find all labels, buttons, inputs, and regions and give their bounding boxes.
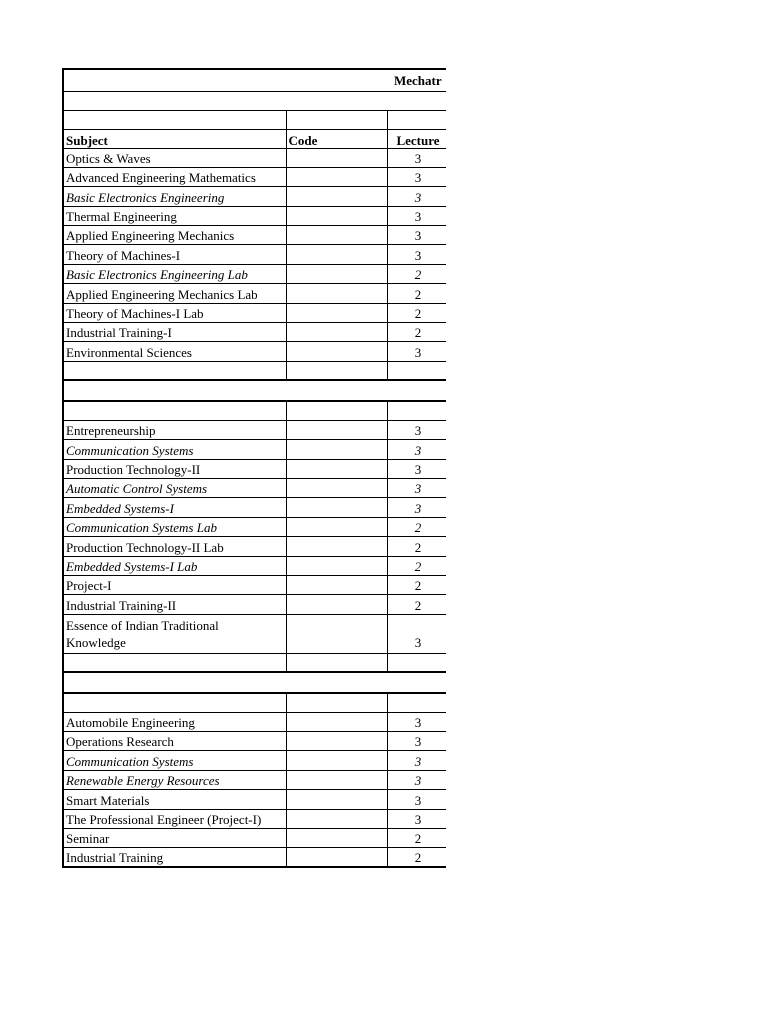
code-cell[interactable] (286, 517, 387, 536)
empty-row (63, 110, 446, 129)
lecture-cell[interactable]: 3 (387, 770, 446, 789)
cell[interactable] (286, 401, 387, 420)
table-row (63, 517, 446, 536)
blank-row (63, 91, 446, 110)
cell[interactable] (63, 693, 286, 712)
subject-cell[interactable]: Advanced Engineering Mathematics (63, 167, 286, 186)
code-cell[interactable] (286, 284, 387, 303)
subject-cell[interactable]: Automatic Control Systems (63, 478, 286, 497)
section-separator[interactable] (63, 672, 446, 693)
lecture-cell[interactable]: 3 (387, 167, 446, 186)
lecture-cell[interactable]: 2 (387, 284, 446, 303)
table-row (63, 537, 446, 556)
table-row (63, 226, 446, 245)
empty-row (63, 653, 446, 672)
table-row (63, 440, 446, 459)
header-code[interactable]: Code (286, 129, 387, 148)
cell[interactable] (387, 110, 446, 129)
subject-cell[interactable]: Project-I (63, 575, 286, 594)
lecture-cell[interactable]: 3 (387, 206, 446, 225)
lecture-cell[interactable]: 2 (387, 323, 446, 342)
cell[interactable] (387, 361, 446, 380)
table-row (63, 575, 446, 594)
header-row (63, 129, 446, 148)
table-row (63, 342, 446, 361)
table-row (63, 459, 446, 478)
cell[interactable] (286, 693, 387, 712)
table-row (63, 595, 446, 614)
code-cell[interactable] (286, 712, 387, 731)
lecture-cell[interactable]: 3 (387, 614, 446, 653)
code-cell[interactable] (286, 732, 387, 751)
table-row (63, 732, 446, 751)
subject-cell[interactable] (63, 614, 286, 653)
code-cell[interactable] (286, 459, 387, 478)
subject-cell[interactable]: Optics & Waves (63, 148, 286, 167)
code-cell[interactable] (286, 420, 387, 439)
lecture-cell[interactable]: 2 (387, 595, 446, 614)
subject-cell[interactable]: Thermal Engineering (63, 206, 286, 225)
subject-cell[interactable]: Applied Engineering Mechanics (63, 226, 286, 245)
code-cell[interactable] (286, 440, 387, 459)
subject-cell[interactable]: Production Technology-II Lab (63, 537, 286, 556)
cell[interactable] (63, 110, 286, 129)
subject-cell[interactable]: Industrial Training (63, 848, 286, 867)
subject-cell[interactable]: Theory of Machines-I (63, 245, 286, 264)
subject-cell[interactable]: Operations Research (63, 732, 286, 751)
code-cell[interactable] (286, 595, 387, 614)
table-row (63, 829, 446, 848)
table-row (63, 614, 446, 653)
table-row (63, 167, 446, 186)
code-cell[interactable] (286, 206, 387, 225)
subject-line: Essence of Indian Traditional (66, 617, 219, 633)
code-cell[interactable] (286, 264, 387, 283)
empty-row (63, 401, 446, 420)
table-row (63, 303, 446, 322)
title-cell[interactable] (63, 69, 446, 91)
cell[interactable] (387, 693, 446, 712)
code-cell[interactable] (286, 829, 387, 848)
code-cell[interactable] (286, 303, 387, 322)
subject-cell[interactable]: Industrial Training-II (63, 595, 286, 614)
subject-cell[interactable]: Smart Materials (63, 790, 286, 809)
code-cell[interactable] (286, 226, 387, 245)
code-cell[interactable] (286, 537, 387, 556)
table-row (63, 770, 446, 789)
code-cell[interactable] (286, 167, 387, 186)
table-row (63, 556, 446, 575)
lecture-cell[interactable]: 3 (387, 751, 446, 770)
table-row (63, 206, 446, 225)
header-subject[interactable]: Subject (63, 129, 286, 148)
table-row (63, 790, 446, 809)
subject-cell[interactable]: Applied Engineering Mechanics Lab (63, 284, 286, 303)
table-row (63, 498, 446, 517)
code-cell[interactable] (286, 323, 387, 342)
subject-cell[interactable]: Industrial Training-I (63, 323, 286, 342)
cell[interactable] (387, 401, 446, 420)
subject-cell[interactable]: Basic Electronics Engineering (63, 187, 286, 206)
subject-cell[interactable]: Production Technology-II (63, 459, 286, 478)
code-cell[interactable] (286, 148, 387, 167)
lecture-cell[interactable]: 2 (387, 303, 446, 322)
header-lecture[interactable]: Lecture (387, 129, 446, 148)
subject-cell[interactable]: Communication Systems (63, 751, 286, 770)
subject-cell[interactable]: Automobile Engineering (63, 712, 286, 731)
section-separator-row (63, 672, 446, 693)
lecture-cell[interactable]: 3 (387, 226, 446, 245)
lecture-cell[interactable]: 3 (387, 187, 446, 206)
lecture-cell[interactable]: 3 (387, 148, 446, 167)
lecture-cell[interactable]: 2 (387, 264, 446, 283)
table-row (63, 420, 446, 439)
code-cell[interactable] (286, 575, 387, 594)
subject-cell[interactable]: Renewable Energy Resources (63, 770, 286, 789)
code-cell[interactable] (286, 614, 387, 653)
empty-row (63, 361, 446, 380)
section-separator[interactable] (63, 380, 446, 401)
code-cell[interactable] (286, 187, 387, 206)
lecture-cell[interactable]: 2 (387, 537, 446, 556)
lecture-cell[interactable]: 3 (387, 342, 446, 361)
curriculum-table (62, 68, 446, 868)
cell[interactable] (63, 653, 286, 672)
lecture-cell[interactable]: 3 (387, 790, 446, 809)
blank-cell[interactable] (63, 91, 446, 110)
table-row (63, 148, 446, 167)
code-cell[interactable] (286, 245, 387, 264)
table-row (63, 284, 446, 303)
table-row (63, 478, 446, 497)
lecture-cell[interactable]: 2 (387, 575, 446, 594)
cell[interactable] (286, 653, 387, 672)
subject-line: Knowledge (66, 634, 126, 650)
lecture-cell[interactable]: 2 (387, 848, 446, 867)
subject-cell[interactable]: Entrepreneurship (63, 420, 286, 439)
subject-cell[interactable]: Theory of Machines-I Lab (63, 303, 286, 322)
sheet-title: Mechatr (394, 73, 442, 88)
lecture-cell[interactable]: 3 (387, 732, 446, 751)
subject-cell[interactable]: Embedded Systems-I Lab (63, 556, 286, 575)
table-row (63, 848, 446, 867)
cell[interactable] (286, 110, 387, 129)
subject-cell[interactable]: Basic Electronics Engineering Lab (63, 264, 286, 283)
lecture-cell[interactable]: 2 (387, 556, 446, 575)
subject-cell[interactable]: Communication Systems Lab (63, 517, 286, 536)
code-cell[interactable] (286, 478, 387, 497)
cell[interactable] (387, 653, 446, 672)
subject-cell[interactable]: Communication Systems (63, 440, 286, 459)
lecture-cell[interactable]: 3 (387, 245, 446, 264)
lecture-cell[interactable]: 3 (387, 440, 446, 459)
subject-cell[interactable]: Environmental Sciences (63, 342, 286, 361)
subject-cell[interactable]: Seminar (63, 829, 286, 848)
code-cell[interactable] (286, 848, 387, 867)
code-cell[interactable] (286, 556, 387, 575)
cell[interactable] (63, 361, 286, 380)
table-row (63, 323, 446, 342)
table-row (63, 712, 446, 731)
code-cell[interactable] (286, 342, 387, 361)
lecture-cell[interactable]: 3 (387, 459, 446, 478)
title-row (63, 69, 446, 91)
lecture-cell[interactable]: 3 (387, 478, 446, 497)
lecture-cell[interactable]: 2 (387, 517, 446, 536)
empty-row (63, 693, 446, 712)
lecture-cell[interactable]: 2 (387, 829, 446, 848)
subject-cell[interactable]: Embedded Systems-I (63, 498, 286, 517)
lecture-cell[interactable]: 3 (387, 420, 446, 439)
subject-cell[interactable]: The Professional Engineer (Project-I) (63, 809, 286, 828)
lecture-cell[interactable]: 3 (387, 712, 446, 731)
cell[interactable] (286, 361, 387, 380)
lecture-cell[interactable]: 3 (387, 498, 446, 517)
table-row (63, 264, 446, 283)
lecture-cell[interactable]: 3 (387, 809, 446, 828)
table-row (63, 809, 446, 828)
table-row (63, 751, 446, 770)
code-cell[interactable] (286, 498, 387, 517)
spreadsheet (62, 68, 446, 868)
table-row (63, 245, 446, 264)
section-separator-row (63, 380, 446, 401)
code-cell[interactable] (286, 751, 387, 770)
code-cell[interactable] (286, 790, 387, 809)
cell[interactable] (63, 401, 286, 420)
code-cell[interactable] (286, 809, 387, 828)
table-row (63, 187, 446, 206)
code-cell[interactable] (286, 770, 387, 789)
